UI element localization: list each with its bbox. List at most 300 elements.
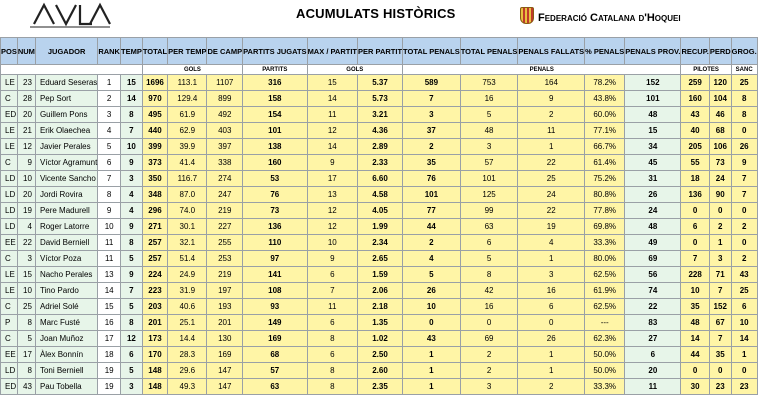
column-header[interactable]: JUGADOR xyxy=(35,38,97,65)
table-cell: 373 xyxy=(142,155,167,171)
table-cell: 48 xyxy=(625,107,681,123)
table-cell: 8 xyxy=(120,235,142,251)
table-cell: 6 xyxy=(307,267,357,283)
table-cell: 201 xyxy=(207,315,243,331)
column-header[interactable]: PENALS FALLATS xyxy=(518,38,585,65)
table-cell: 3 xyxy=(403,107,461,123)
table-cell: 2.89 xyxy=(358,139,403,155)
table-cell: 37 xyxy=(403,123,461,139)
table-cell: 14 xyxy=(307,139,357,155)
table-cell: 15 xyxy=(625,123,681,139)
table-cell: 43.8% xyxy=(585,91,625,107)
player-name-cell: Víctor Agramunt xyxy=(35,155,97,171)
player-name-cell: Adriel Solé xyxy=(35,299,97,315)
table-cell: 8 xyxy=(307,379,357,395)
table-cell: 61.9 xyxy=(168,107,207,123)
table-cell: 3 xyxy=(460,379,518,395)
table-cell: 205 xyxy=(681,139,709,155)
table-cell: 24.9 xyxy=(168,267,207,283)
subheader-gols: GOLS xyxy=(142,65,242,75)
player-name-cell: Joan Muñoz xyxy=(35,331,97,347)
column-header[interactable]: PARTITS JUGATS xyxy=(243,38,307,65)
table-cell: 77 xyxy=(403,203,461,219)
player-name-cell: Nacho Perales xyxy=(35,267,97,283)
table-cell: 41.4 xyxy=(168,155,207,171)
column-header[interactable]: TOTAL xyxy=(142,38,167,65)
table-cell: 2 xyxy=(403,139,461,155)
table-row[interactable] xyxy=(1,315,758,331)
table-cell: 8 xyxy=(17,363,35,379)
table-cell: 2 xyxy=(460,363,518,379)
table-cell: 99 xyxy=(460,203,518,219)
table-cell: 227 xyxy=(207,219,243,235)
table-cell: 10 xyxy=(731,315,757,331)
table-cell: 7 xyxy=(307,283,357,299)
club-logo xyxy=(30,2,110,28)
table-cell: 3 xyxy=(518,267,585,283)
table-cell: P xyxy=(1,315,18,331)
table-row[interactable] xyxy=(1,203,758,219)
table-cell: 56 xyxy=(625,267,681,283)
table-cell: 35 xyxy=(709,347,731,363)
table-cell: 2.34 xyxy=(358,235,403,251)
table-cell: 224 xyxy=(142,267,167,283)
table-cell: 101 xyxy=(403,187,461,203)
table-cell: 29.6 xyxy=(168,363,207,379)
column-header[interactable]: PER PARTIT xyxy=(358,38,403,65)
table-cell: 71 xyxy=(709,267,731,283)
table-cell: 4 xyxy=(120,187,142,203)
table-cell: 6 xyxy=(307,347,357,363)
player-name-cell: Javier Perales xyxy=(35,139,97,155)
column-header[interactable]: RANK xyxy=(98,38,121,65)
table-cell: 0 xyxy=(518,315,585,331)
column-header[interactable]: DE CAMP xyxy=(207,38,243,65)
table-cell: 17 xyxy=(307,171,357,187)
column-header[interactable]: POS xyxy=(1,38,18,65)
table-cell: 76 xyxy=(243,187,307,203)
table-cell: 170 xyxy=(142,347,167,363)
table-cell: 0 xyxy=(731,235,757,251)
player-name-cell: Tino Pardo xyxy=(35,283,97,299)
table-cell: 62.5% xyxy=(585,267,625,283)
table-cell: 57 xyxy=(243,363,307,379)
table-cell: 46 xyxy=(709,107,731,123)
table-cell: 44 xyxy=(681,347,709,363)
table-cell: 397 xyxy=(207,139,243,155)
table-cell: 40 xyxy=(681,123,709,139)
table-cell: LD xyxy=(1,171,18,187)
table-cell: 83 xyxy=(625,315,681,331)
table-cell: 13 xyxy=(98,267,121,283)
table-cell: 495 xyxy=(142,107,167,123)
table-cell: 316 xyxy=(243,75,307,91)
table-cell: 2 xyxy=(460,347,518,363)
table-cell: C xyxy=(1,251,18,267)
table-cell: 9 xyxy=(518,91,585,107)
table-cell: 7 xyxy=(120,283,142,299)
table-cell: 19 xyxy=(518,219,585,235)
player-name-cell: Víctor Poza xyxy=(35,251,97,267)
table-cell: 10 xyxy=(98,219,121,235)
table-cell: 0 xyxy=(731,123,757,139)
player-name-cell: Àlex Bonnín xyxy=(35,347,97,363)
table-cell: LD xyxy=(1,203,18,219)
table-cell: 61.9% xyxy=(585,283,625,299)
table-cell: 160 xyxy=(243,155,307,171)
table-cell: 7 xyxy=(709,283,731,299)
table-cell: 22 xyxy=(518,155,585,171)
table-cell: 16 xyxy=(460,91,518,107)
table-row[interactable] xyxy=(1,251,758,267)
table-cell: 116.7 xyxy=(168,171,207,187)
table-cell: 257 xyxy=(142,235,167,251)
table-cell: 1 xyxy=(403,347,461,363)
table-cell: 68 xyxy=(243,347,307,363)
table-cell: 14 xyxy=(120,91,142,107)
table-cell: 1 xyxy=(709,235,731,251)
table-cell: 753 xyxy=(460,75,518,91)
table-cell: 5.73 xyxy=(358,91,403,107)
table-cell: 9 xyxy=(17,155,35,171)
column-header[interactable]: PER TEMP xyxy=(168,38,207,65)
column-header[interactable]: NUM xyxy=(17,38,35,65)
table-cell: 152 xyxy=(709,299,731,315)
table-cell: 5 xyxy=(460,107,518,123)
table-cell: 50.0% xyxy=(585,347,625,363)
table-cell: 25 xyxy=(731,283,757,299)
player-name-cell: Pau Tobella xyxy=(35,379,97,395)
table-cell: 48 xyxy=(460,123,518,139)
table-cell: 7 xyxy=(403,91,461,107)
table-cell: 106 xyxy=(709,139,731,155)
table-row[interactable] xyxy=(1,75,758,91)
column-header[interactable]: TEMP xyxy=(120,38,142,65)
table-row[interactable] xyxy=(1,331,758,347)
table-cell: 2 xyxy=(709,219,731,235)
table-cell: 136 xyxy=(681,187,709,203)
table-cell: 4 xyxy=(120,203,142,219)
table-row[interactable] xyxy=(1,171,758,187)
table-cell: 51.4 xyxy=(168,251,207,267)
table-cell: 440 xyxy=(142,123,167,139)
table-cell: 61.4% xyxy=(585,155,625,171)
table-cell: 18 xyxy=(98,347,121,363)
table-cell: 35 xyxy=(681,299,709,315)
table-cell: 1696 xyxy=(142,75,167,91)
table-cell: 193 xyxy=(207,299,243,315)
table-cell: 3.21 xyxy=(358,107,403,123)
table-cell: 9 xyxy=(307,251,357,267)
table-cell: 7 xyxy=(731,187,757,203)
column-header[interactable]: PERD xyxy=(709,38,731,65)
table-cell: 1 xyxy=(518,139,585,155)
player-name-cell: Guillem Pons xyxy=(35,107,97,123)
table-cell: 57 xyxy=(460,155,518,171)
table-cell: 4 xyxy=(518,235,585,251)
table-cell: 0 xyxy=(403,315,461,331)
stats-table xyxy=(0,37,758,395)
table-cell: 25.1 xyxy=(168,315,207,331)
table-cell: 90 xyxy=(709,187,731,203)
table-cell: 69.8% xyxy=(585,219,625,235)
table-cell: 74.0 xyxy=(168,203,207,219)
table-cell: 2 xyxy=(731,219,757,235)
table-cell: 0 xyxy=(681,203,709,219)
table-cell: 23 xyxy=(17,75,35,91)
table-cell: LE xyxy=(1,123,18,139)
table-cell: 11 xyxy=(518,123,585,139)
table-cell: 15 xyxy=(17,267,35,283)
table-cell: 17 xyxy=(98,331,121,347)
table-cell: 219 xyxy=(207,267,243,283)
table-cell: 403 xyxy=(207,123,243,139)
table-cell: 20 xyxy=(17,187,35,203)
table-cell: 45 xyxy=(625,155,681,171)
table-row[interactable] xyxy=(1,235,758,251)
table-cell: 8 xyxy=(460,267,518,283)
table-body xyxy=(1,75,758,395)
table-cell: 12 xyxy=(17,139,35,155)
table-cell: 30 xyxy=(681,379,709,395)
table-row[interactable] xyxy=(1,379,758,395)
table-cell: 0 xyxy=(731,363,757,379)
table-cell: 10 xyxy=(120,139,142,155)
subheader-pilotes: PILOTES xyxy=(681,65,731,75)
table-cell: 108 xyxy=(243,283,307,299)
column-header[interactable]: % PENALS xyxy=(585,38,625,65)
table-cell: 164 xyxy=(518,75,585,91)
table-cell: 15 xyxy=(307,75,357,91)
table-cell: 2.65 xyxy=(358,251,403,267)
table-cell: 42 xyxy=(460,283,518,299)
table-cell: 33.3% xyxy=(585,235,625,251)
table-cell: 2.35 xyxy=(358,379,403,395)
player-name-cell: David Berniell xyxy=(35,235,97,251)
table-cell: 1 xyxy=(98,75,121,91)
table-cell: 6 xyxy=(307,315,357,331)
table-cell: 2.50 xyxy=(358,347,403,363)
table-cell: 8 xyxy=(731,91,757,107)
table-row[interactable] xyxy=(1,139,758,155)
table-cell: 8 xyxy=(307,363,357,379)
player-name-cell: Eduard Seseras xyxy=(35,75,97,91)
table-cell: 348 xyxy=(142,187,167,203)
table-cell: 2 xyxy=(98,91,121,107)
table-cell: 338 xyxy=(207,155,243,171)
table-cell: 1 xyxy=(403,363,461,379)
table-cell: 147 xyxy=(207,363,243,379)
column-header[interactable]: MAX / PARTIT xyxy=(307,38,357,65)
table-cell: 154 xyxy=(243,107,307,123)
table-cell: 147 xyxy=(207,379,243,395)
table-cell: 8 xyxy=(307,331,357,347)
table-cell: 69 xyxy=(460,331,518,347)
table-cell: 1 xyxy=(731,347,757,363)
table-cell: 7 xyxy=(709,331,731,347)
table-cell: 203 xyxy=(142,299,167,315)
table-cell: 9 xyxy=(307,155,357,171)
table-cell: 53 xyxy=(243,171,307,187)
column-header[interactable]: TOTAL PENALS xyxy=(460,38,518,65)
table-cell: 49.3 xyxy=(168,379,207,395)
table-cell: 14 xyxy=(98,283,121,299)
table-cell: ED xyxy=(1,107,18,123)
player-name-cell: Roger Latorre xyxy=(35,219,97,235)
table-cell: LD xyxy=(1,187,18,203)
table-cell: 4.58 xyxy=(358,187,403,203)
table-cell: C xyxy=(1,91,18,107)
table-cell: 35 xyxy=(403,155,461,171)
table-cell: 4 xyxy=(17,219,35,235)
table-cell: 12 xyxy=(307,219,357,235)
table-cell: 1 xyxy=(518,363,585,379)
table-cell: 2 xyxy=(403,235,461,251)
table-cell: 63 xyxy=(243,379,307,395)
table-cell: LE xyxy=(1,139,18,155)
table-cell: 10 xyxy=(17,171,35,187)
table-cell: 104 xyxy=(709,91,731,107)
table-cell: C xyxy=(1,299,18,315)
table-cell: 3 xyxy=(120,379,142,395)
table-row[interactable] xyxy=(1,155,758,171)
column-header[interactable]: GROG. xyxy=(731,38,757,65)
table-row[interactable] xyxy=(1,123,758,139)
table-cell: 6 xyxy=(731,299,757,315)
table-cell: 63 xyxy=(460,219,518,235)
table-cell: 257 xyxy=(142,251,167,267)
player-name-cell: Toni Berniell xyxy=(35,363,97,379)
table-cell: 8 xyxy=(98,187,121,203)
table-cell: 228 xyxy=(681,267,709,283)
table-cell: 11 xyxy=(307,107,357,123)
table-cell: 5.37 xyxy=(358,75,403,91)
table-cell: EE xyxy=(1,235,18,251)
table-cell: 9 xyxy=(98,203,121,219)
table-cell: 26 xyxy=(731,139,757,155)
table-cell: 30.1 xyxy=(168,219,207,235)
table-cell: 28.3 xyxy=(168,347,207,363)
table-cell: 255 xyxy=(207,235,243,251)
table-cell: 40.6 xyxy=(168,299,207,315)
table-cell: 80.8% xyxy=(585,187,625,203)
table-row[interactable] xyxy=(1,283,758,299)
subheader-row xyxy=(1,65,758,75)
table-cell: 11 xyxy=(625,379,681,395)
table-cell: 1.99 xyxy=(358,219,403,235)
table-cell: 73 xyxy=(709,155,731,171)
table-cell: 8 xyxy=(17,315,35,331)
table-cell: 7 xyxy=(731,171,757,187)
table-cell: 76 xyxy=(403,171,461,187)
table-cell: 148 xyxy=(142,379,167,395)
table-cell: 589 xyxy=(403,75,461,91)
table-cell: 271 xyxy=(142,219,167,235)
table-cell: 125 xyxy=(460,187,518,203)
table-cell: 12 xyxy=(120,331,142,347)
table-row[interactable] xyxy=(1,219,758,235)
table-cell: 80.0% xyxy=(585,251,625,267)
table-cell: 14 xyxy=(681,331,709,347)
federation-crest-icon xyxy=(520,7,534,24)
table-cell: 16 xyxy=(460,299,518,315)
column-header[interactable]: PENALS PROV. xyxy=(625,38,681,65)
table-cell: 8 xyxy=(731,107,757,123)
table-cell: 274 xyxy=(207,171,243,187)
table-cell: 9 xyxy=(120,155,142,171)
table-cell: 6 xyxy=(120,347,142,363)
table-cell: 25 xyxy=(731,75,757,91)
table-cell: 26 xyxy=(625,187,681,203)
table-cell: 14.4 xyxy=(168,331,207,347)
table-row[interactable] xyxy=(1,91,758,107)
table-row[interactable] xyxy=(1,107,758,123)
table-cell: 12 xyxy=(307,203,357,219)
table-cell: 2 xyxy=(518,107,585,123)
table-cell: 74 xyxy=(625,283,681,299)
header-row xyxy=(1,38,758,65)
table-cell: 4 xyxy=(403,251,461,267)
table-cell: 2.60 xyxy=(358,363,403,379)
table-cell: 22 xyxy=(625,299,681,315)
table-cell: 6 xyxy=(460,235,518,251)
table-cell: 31 xyxy=(625,171,681,187)
table-row[interactable] xyxy=(1,347,758,363)
table-row[interactable] xyxy=(1,267,758,283)
table-cell: 23 xyxy=(731,379,757,395)
table-cell: 7 xyxy=(120,123,142,139)
table-cell: 73 xyxy=(243,203,307,219)
table-cell: 2 xyxy=(731,251,757,267)
table-cell: 62.3% xyxy=(585,331,625,347)
table-cell: 11 xyxy=(307,299,357,315)
table-cell: 113.1 xyxy=(168,75,207,91)
table-cell: 48 xyxy=(625,219,681,235)
table-row[interactable] xyxy=(1,363,758,379)
table-cell: 296 xyxy=(142,203,167,219)
table-row[interactable] xyxy=(1,187,758,203)
table-cell: 101 xyxy=(243,123,307,139)
table-cell: 899 xyxy=(207,91,243,107)
table-cell: 253 xyxy=(207,251,243,267)
table-cell: 259 xyxy=(681,75,709,91)
table-cell: 6 xyxy=(625,347,681,363)
table-row[interactable] xyxy=(1,299,758,315)
table-cell: 27 xyxy=(625,331,681,347)
table-cell: 223 xyxy=(142,283,167,299)
table-cell: 6 xyxy=(518,299,585,315)
table-cell: 0 xyxy=(681,235,709,251)
player-name-cell: Pep Sort xyxy=(35,91,97,107)
table-cell: 492 xyxy=(207,107,243,123)
table-cell: --- xyxy=(585,315,625,331)
table-cell: 970 xyxy=(142,91,167,107)
table-cell: 26 xyxy=(518,331,585,347)
table-cell: 7 xyxy=(681,251,709,267)
table-cell: 9 xyxy=(120,219,142,235)
table-cell: 69 xyxy=(625,251,681,267)
table-cell: 2.33 xyxy=(358,155,403,171)
table-cell: 60.0% xyxy=(585,107,625,123)
federation-label: Federació Catalana d'Hoquei xyxy=(520,7,681,24)
table-cell: 8 xyxy=(120,107,142,123)
table-cell: 28 xyxy=(17,91,35,107)
column-header[interactable]: RECUP. xyxy=(681,38,709,65)
table-cell: 48 xyxy=(681,315,709,331)
column-header[interactable]: TOTAL PENALS xyxy=(403,38,461,65)
table-cell: 1 xyxy=(403,379,461,395)
table-cell: 13 xyxy=(307,187,357,203)
